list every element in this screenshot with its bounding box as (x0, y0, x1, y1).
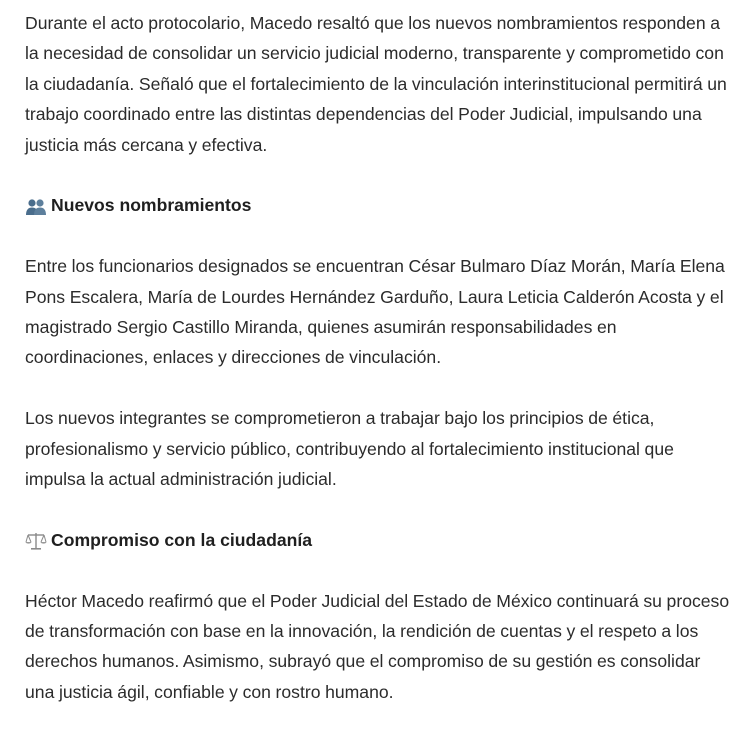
paragraph-spacer (25, 555, 731, 585)
paragraph-spacer (25, 373, 731, 403)
section-heading-nombramientos (25, 190, 731, 220)
paragraph-transformacion: Héctor Macedo reafirmó que el Poder Judicial del Estado de México continuará su proceso de transformación con base en la innovación, la rendición de cuentas y el respeto a los derechos humanos. Asimismo, subrayó que el compromiso de su gestión es consolidar una justicia ágil, confiable y con rostro humano. (25, 590, 730, 702)
paragraph-spacer (25, 160, 731, 190)
paragraph-designados: Entre los funcionarios designados se encuentran César Bulmaro Díaz Morán, María Elena Pons Escalera, María de Lourdes Hernández Garduño, Laura Leticia Calderón Acosta y el magistrado Sergio Castillo Miranda, quienes asumirán responsabilidades en coordinaciones, enlaces y direcciones de vinculación. (25, 256, 725, 368)
scales-icon (25, 531, 47, 551)
section-heading-text: Nuevos nombramientos (51, 195, 252, 216)
paragraph-spacer (25, 221, 731, 251)
paragraph-intro: Durante el acto protocolario, Macedo resaltó que los nuevos nombramientos responden a la necesidad de consolidar un servicio judicial moderno, transparente y comprometido con la ciudadanía. Señaló que el fortalecimiento de la vinculación interinstitucional permitirá un trabajo coordinado entre las distintas dependencias del Poder Judicial, impulsando una justicia más cercana y efectiva. (25, 13, 727, 155)
people-icon (25, 197, 47, 217)
section-heading-compromiso (25, 525, 731, 555)
section-heading-text: Compromiso con la ciudadanía (51, 529, 313, 550)
paragraph-spacer (25, 494, 731, 524)
paragraph-integrantes: Los nuevos integrantes se comprometieron a trabajar bajo los principios de ética, profesionalismo y servicio público, contribuyendo al fortalecimiento institucional que impulsa la actual administración judicial. (25, 408, 674, 490)
